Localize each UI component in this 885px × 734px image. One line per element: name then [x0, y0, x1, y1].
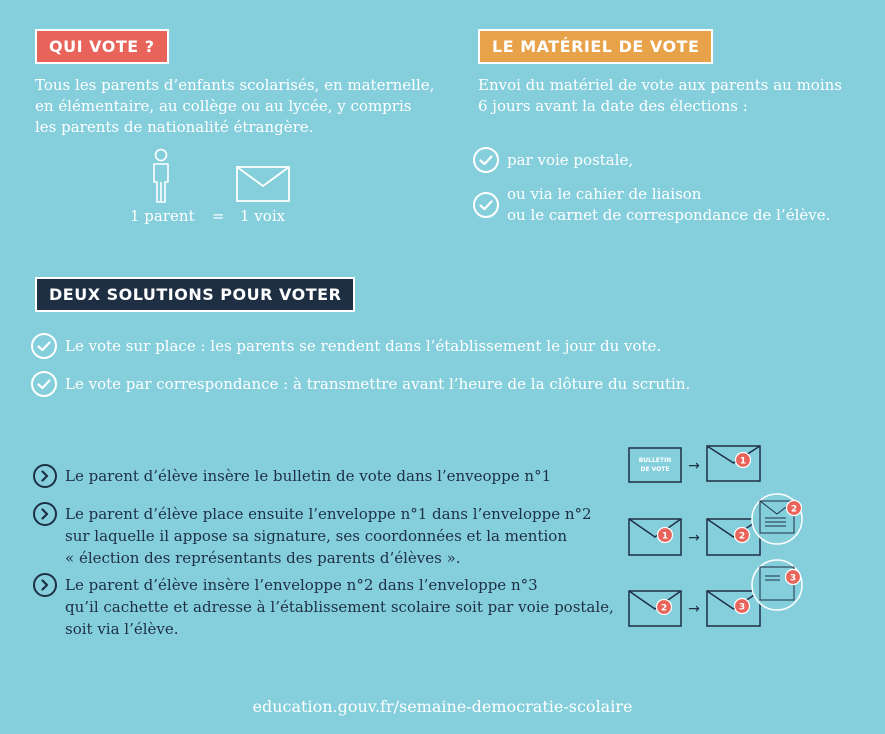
solution-on-site-label: Le vote sur place : les parents se rendent dans l’établissement le jour du vote. — [65, 337, 662, 355]
step-3-line2: qu’il cachette et adresse à l’établissement scolaire soit par voie postale, — [65, 598, 614, 616]
envelope-3-front-zoom — [752, 560, 802, 610]
svg-text:BULLETIN: BULLETIN — [638, 457, 672, 464]
equals-sign: = — [212, 207, 225, 225]
arrow-icon: → — [688, 530, 700, 546]
solutions-title: DEUX SOLUTIONS POUR VOTER — [35, 277, 355, 312]
check-icon — [31, 333, 57, 359]
solution-by-mail-label: Le vote par correspondance : à transmettre avant l’heure de la clôture du scrutin. — [65, 375, 691, 393]
chevron-right-icon — [33, 573, 57, 597]
step-1-line1: Le parent d’élève insère le bulletin de vote dans l’enveoppe n°1 — [65, 467, 552, 485]
badge-1-row2: 1 — [661, 531, 669, 542]
step-2-line2: sur laquelle il appose sa signature, ses coordonnées et la mention — [65, 527, 567, 545]
parent-icon — [149, 148, 173, 204]
arrow-icon: → — [688, 458, 700, 474]
svg-text:DE VOTE: DE VOTE — [640, 466, 670, 473]
solution-on-site — [31, 333, 661, 359]
material-option-liaison — [473, 184, 830, 226]
material-option-postal-label: par voie postale, — [507, 151, 634, 169]
badge-3-row3: 3 — [738, 602, 746, 613]
badge-2-row2: 2 — [738, 531, 746, 542]
check-icon — [473, 192, 499, 218]
badge-2-row3: 2 — [660, 603, 668, 614]
material-option-postal — [473, 147, 633, 173]
envelope-icon — [236, 166, 290, 202]
who-votes-text: Tous les parents d’enfants scolarisés, en maternelle, en élémentaire, au collège ou au lycée, y compris les parents de nationalité étrangère. — [35, 76, 435, 136]
who-votes-title: QUI VOTE ? — [35, 29, 169, 64]
badge-2-zoom: 2 — [790, 504, 798, 515]
chevron-right-icon — [33, 464, 57, 488]
arrow-icon: → — [688, 601, 700, 617]
voting-diagram — [620, 440, 820, 640]
step-2-line3: « élection des représentants des parents d’élèves ». — [65, 549, 461, 567]
material-text: Envoi du matériel de vote aux parents au moins 6 jours avant la date des élections : — [478, 76, 842, 115]
parent-label: 1 parent — [130, 207, 195, 225]
material-option-liaison-line2: ou le carnet de correspondance de l’élève. — [507, 206, 831, 224]
material-title: LE MATÉRIEL DE VOTE — [478, 29, 713, 64]
badge-1-row1: 1 — [739, 456, 747, 467]
solution-by-mail — [31, 371, 690, 397]
material-option-liaison-line1: ou via le cahier de liaison — [507, 185, 702, 203]
check-icon — [31, 371, 57, 397]
footer-url[interactable]: education.gouv.fr/semaine-democratie-scolaire — [252, 697, 633, 716]
badge-3-zoom: 3 — [789, 573, 797, 584]
step-2 — [33, 503, 592, 569]
step-3-line1: Le parent d’élève insère l’enveloppe n°2 dans l’enveloppe n°3 — [65, 576, 538, 594]
step-3 — [33, 574, 614, 640]
step-3-line3: soit via l’élève. — [65, 620, 179, 638]
check-icon — [473, 147, 499, 173]
step-2-line1: Le parent d’élève place ensuite l’enveloppe n°1 dans l’enveloppe n°2 — [65, 505, 592, 523]
step-1 — [33, 465, 551, 488]
ballot-paper — [629, 448, 681, 482]
vote-label: 1 voix — [240, 207, 286, 225]
chevron-right-icon — [33, 502, 57, 526]
